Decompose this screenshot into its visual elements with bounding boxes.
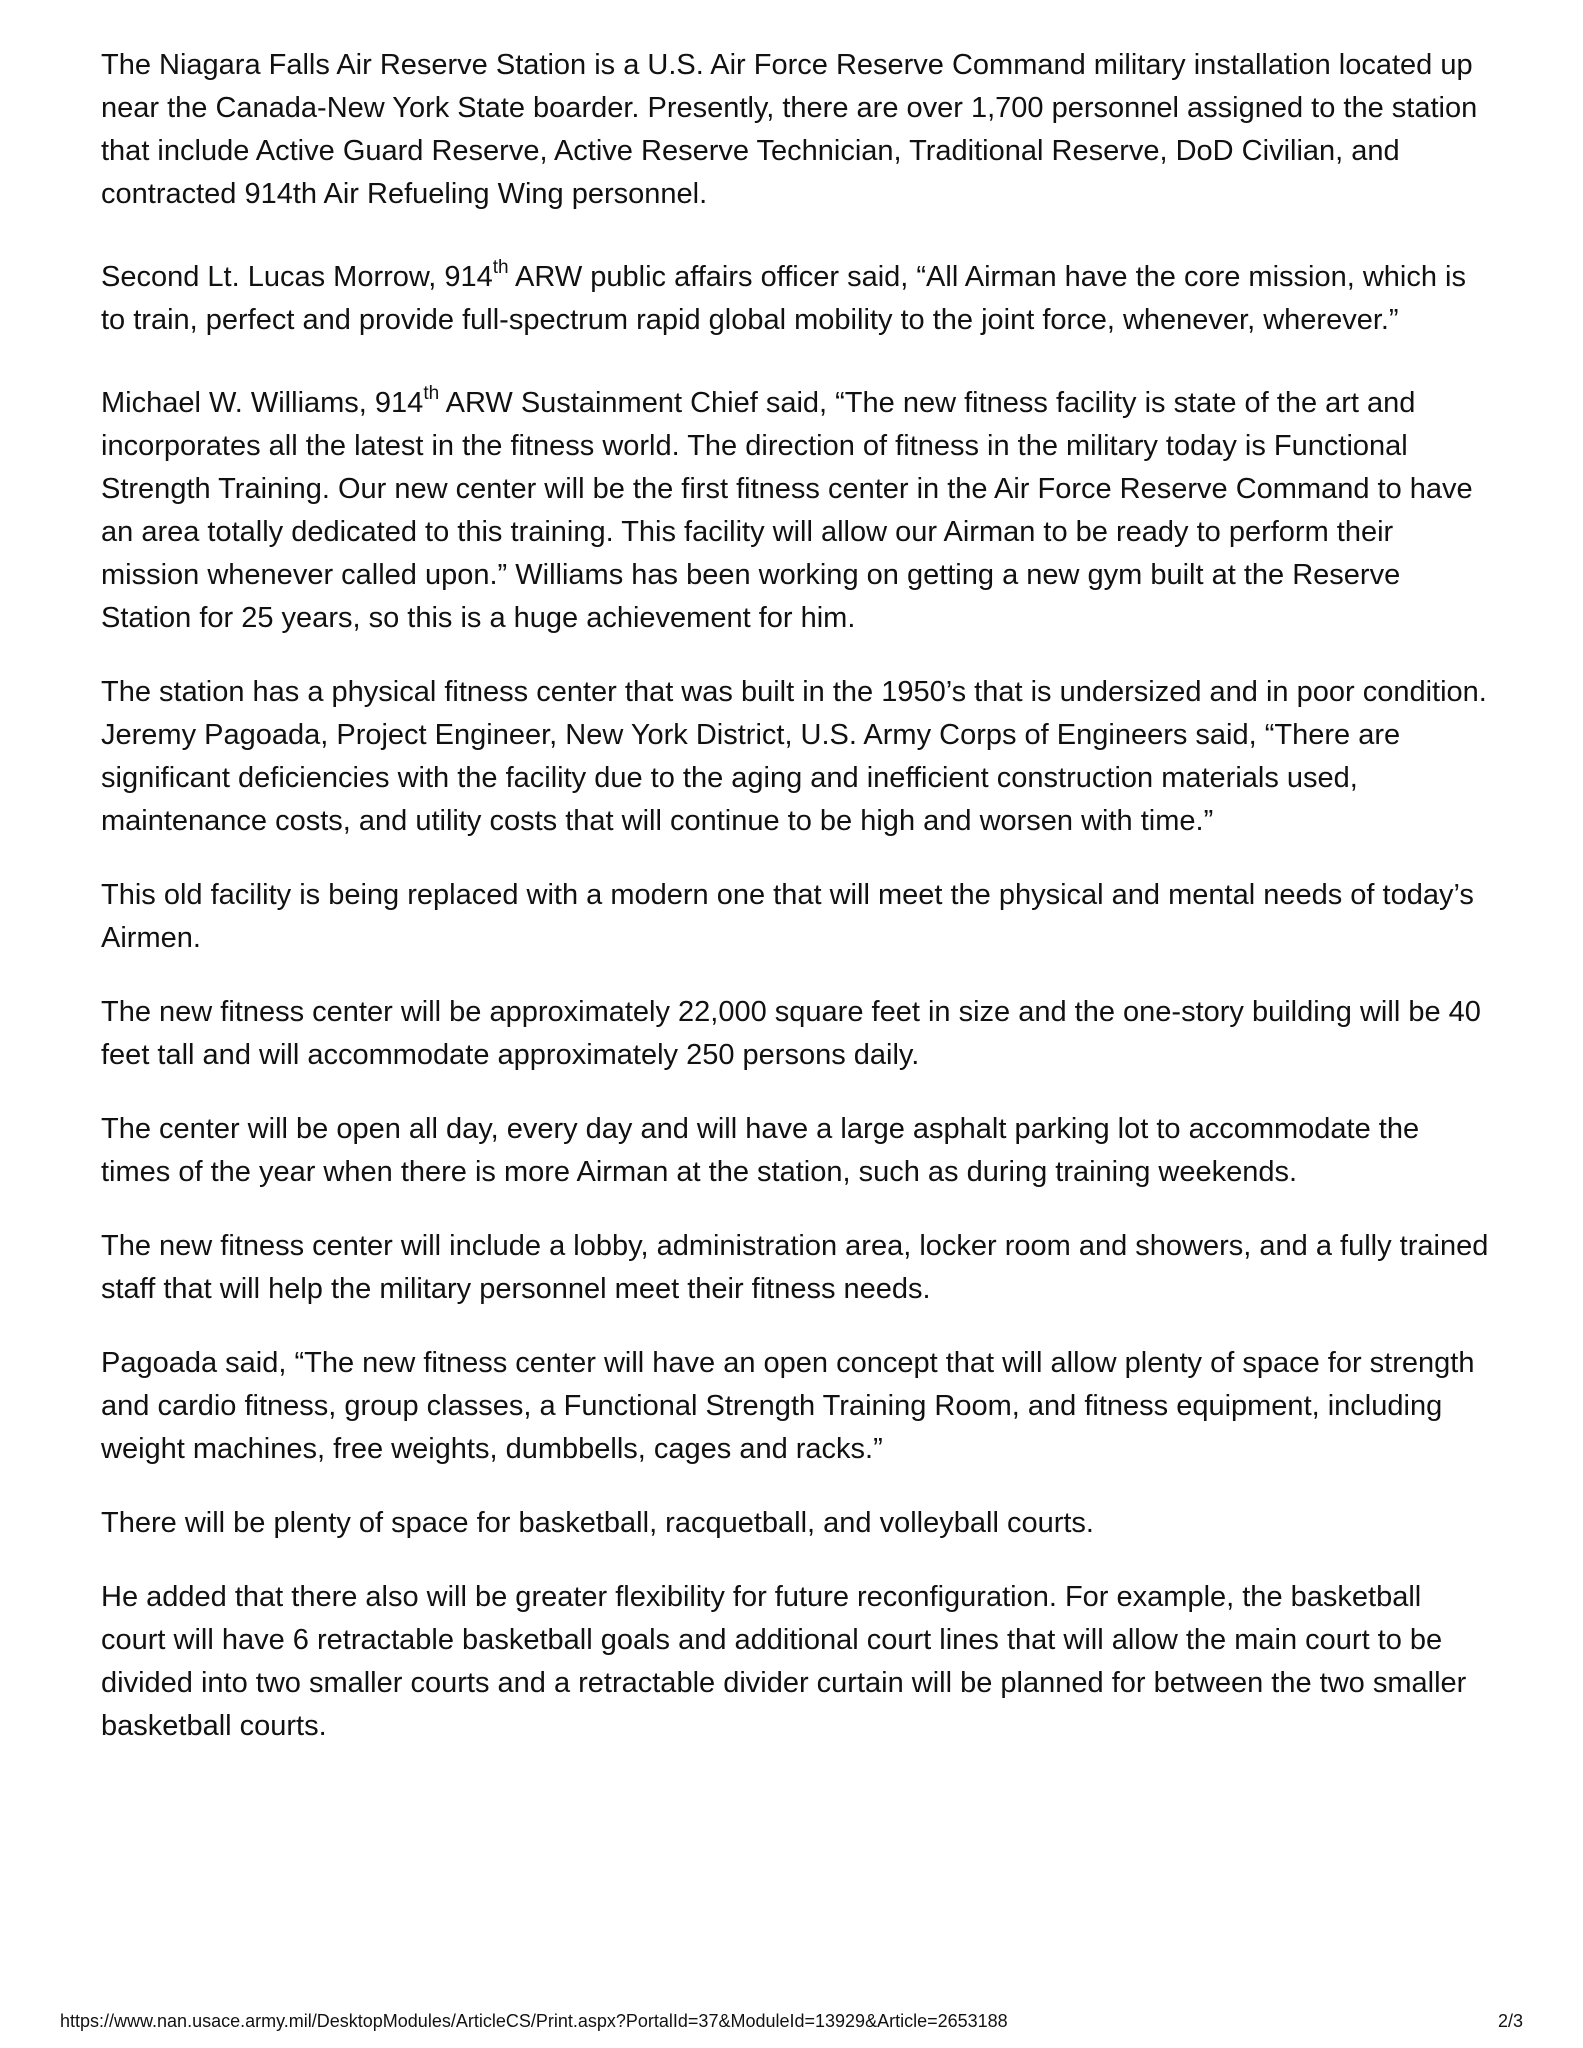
page-number: 2/3 (1497, 2011, 1523, 2031)
article-body (101, 44, 1491, 1779)
paragraph-morrow-quote (101, 256, 1491, 342)
morrow-quote-start: Second Lt. Lucas Morrow, 914 (101, 261, 493, 293)
morrow-quote-rest: ARW public affairs officer said, “All Airman have the core mission, which is to train, perfect and provide full-spectrum rapid global mobility to the joint force, whenever, wherever.” (101, 261, 1466, 336)
williams-ordinal-suffix: th (423, 383, 440, 405)
paragraph-reconfiguration: He added that there also will be greater flexibility for future reconfiguration. For example, the basketball court will have 6 retractable basketball goals and additional court lines that will allow the main court to be divided into two smaller courts and a retractable divider curtain will be planned for between the two smaller basketball courts. (101, 1581, 1467, 1742)
paragraph-williams-quote (101, 382, 1491, 640)
paragraph-pagoada-quote: Pagoada said, “The new fitness center will have an open concept that will allow plenty of space for strength and cardio fitness, group classes, a Functional Strength Training Room, and fitness equipment, including weight machines, free weights, dumbbells, cages and racks.” (101, 1347, 1475, 1465)
print-footer (60, 2010, 1523, 2032)
williams-quote-start: Michael W. Williams, 914 (101, 387, 424, 419)
williams-quote-rest: ARW Sustainment Chief said, “The new fitness facility is state of the art and incorporates all the latest in the fitness world. The direction of fitness in the military today is Functional Strength Training. Our new center will be the first fitness center in the Air Force Reserve Command to have an area totally dedicated to this training. This facility will allow our Airman to be ready to perform their mission whenever called upon.” Williams has been working on getting a new gym built at the Reserve Station for 25 years, so this is a huge achievement for him. (101, 387, 1473, 634)
morrow-ordinal-suffix: th (492, 257, 509, 279)
paragraph-amenities: The new fitness center will include a lobby, administration area, locker room and showers, and a fully trained staff that will help the military personnel meet their fitness needs. (101, 1230, 1489, 1305)
footer-url: https://www.nan.usace.army.mil/DesktopModules/ArticleCS/Print.aspx?PortalId=37&ModuleId=13929&Article=2653188 (60, 2011, 1008, 2031)
paragraph-station-overview: The Niagara Falls Air Reserve Station is a U.S. Air Force Reserve Command military installation located up near the Canada-New York State boarder. Presently, there are over 1,700 personnel assigned to the station that include Active Guard Reserve, Active Reserve Technician, Traditional Reserve, DoD Civilian, and contracted 914th Air Refueling Wing personnel. (101, 49, 1478, 210)
paragraph-replacement: This old facility is being replaced with a modern one that will meet the physical and mental needs of today’s Airmen. (101, 879, 1474, 954)
paragraph-size: The new fitness center will be approximately 22,000 square feet in size and the one-story building will be 40 feet tall and will accommodate approximately 250 persons daily. (101, 996, 1481, 1071)
paragraph-hours-parking: The center will be open all day, every day and will have a large asphalt parking lot to accommodate the times of the year when there is more Airman at the station, such as during training weekends. (101, 1113, 1420, 1188)
paragraph-old-facility: The station has a physical fitness center that was built in the 1950’s that is undersized and in poor condition. Jeremy Pagoada, Project Engineer, New York District, U.S. Army Corps of Engineers said, “There are significant deficiencies with the facility due to the aging and inefficient construction materials used, maintenance costs, and utility costs that will continue to be high and worsen with time.” (101, 676, 1487, 837)
paragraph-courts: There will be plenty of space for basketball, racquetball, and volleyball courts. (101, 1507, 1094, 1539)
